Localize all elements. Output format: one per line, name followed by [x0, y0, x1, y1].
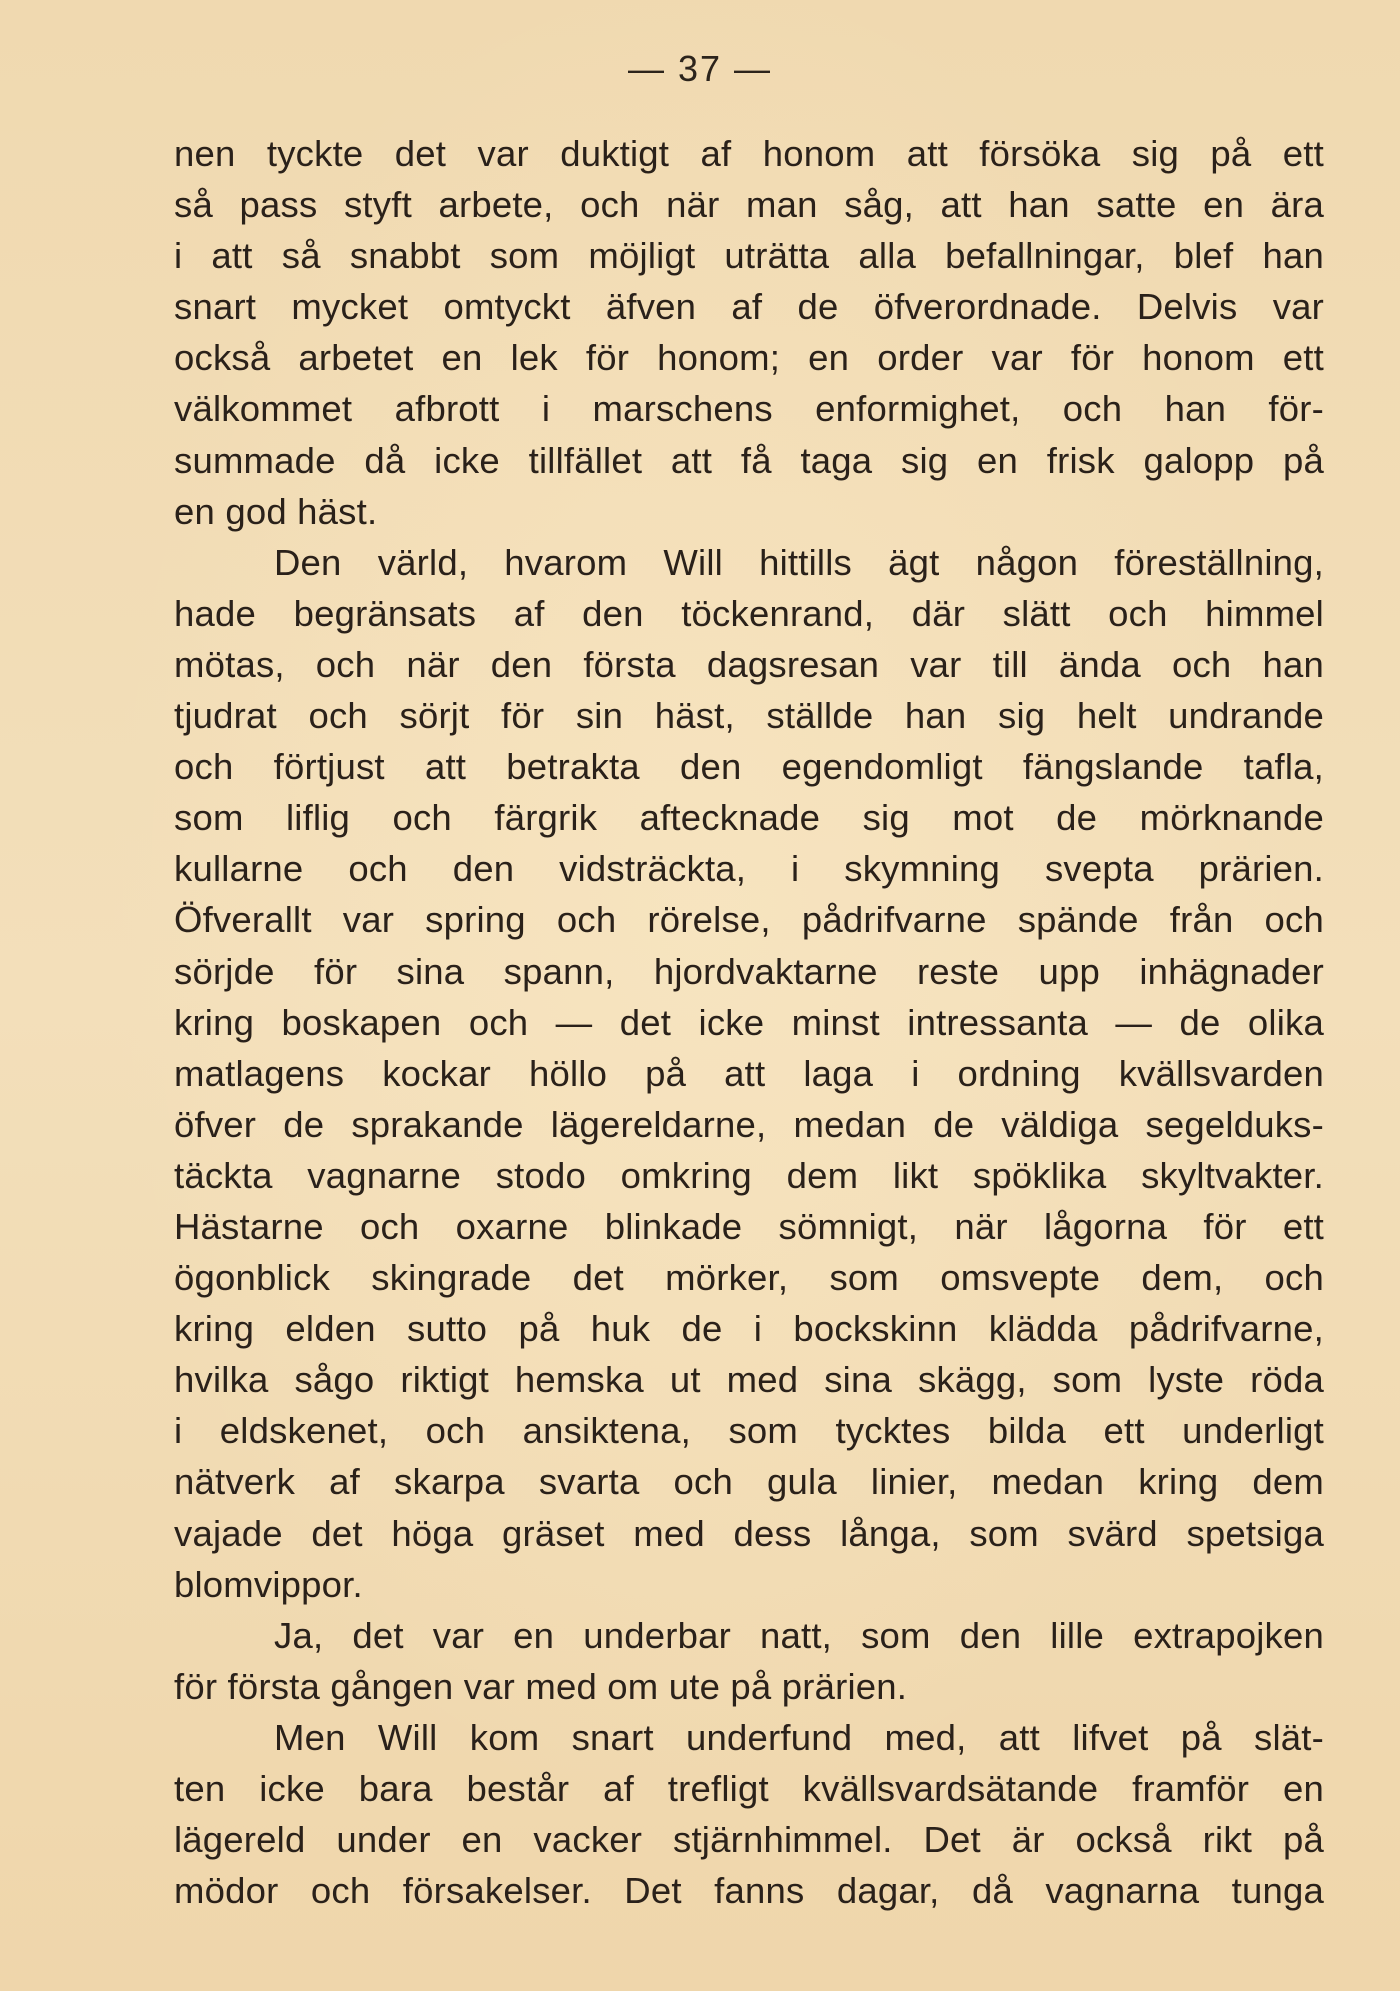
text-line: mödor och försakelser. Det fanns dagar, då vagnarna tunga — [174, 1870, 1324, 1912]
text-line: i eldskenet, och ansiktena, som tycktes bilda ett underligt — [174, 1410, 1324, 1452]
text-line: för första gången var med om ute på prärien. — [174, 1665, 908, 1707]
body-text — [174, 128, 1324, 1916]
text-line: Öfverallt var spring och rörelse, pådrifvarne spände från och — [174, 899, 1324, 941]
text-line: och förtjust att betrakta den egendomligt fängslande tafla, — [174, 746, 1324, 788]
text-line: kring boskapen och — det icke minst intressanta — de olika — [174, 1001, 1324, 1043]
text-line: täckta vagnarne stodo omkring dem likt spöklika skyltvakter. — [174, 1154, 1324, 1196]
text-line: Den värld, hvarom Will hittills ägt någon föreställning, — [274, 541, 1324, 583]
text-line: Ja, det var en underbar natt, som den lille extrapojken — [274, 1614, 1324, 1656]
text-line: mötas, och när den första dagsresan var till ända och han — [174, 643, 1324, 685]
text-line: så pass styft arbete, och när man såg, att han satte en ära — [174, 184, 1324, 226]
text-line: ten icke bara består af trefligt kvällsvardsätande framför en — [174, 1768, 1324, 1809]
text-line: kring elden sutto på huk de i bockskinn klädda pådrifvarne, — [174, 1308, 1324, 1350]
text-line: kullarne och den vidsträckta, i skymning svepta prärien. — [174, 848, 1324, 890]
text-line: välkommet afbrott i marschens enformighet, och han för- — [174, 388, 1324, 430]
text-line: blomvippor. — [174, 1563, 363, 1605]
text-line: lägereld under en vacker stjärnhimmel. Det är också rikt på — [174, 1819, 1324, 1861]
text-line: också arbetet en lek för honom; en order var för honom ett — [174, 337, 1324, 379]
text-line: ögonblick skingrade det mörker, som omsvepte dem, och — [174, 1257, 1324, 1299]
text-line: summade då icke tillfället att få taga sig en frisk galopp på — [174, 439, 1324, 481]
text-line: hade begränsats af den töckenrand, där slätt och himmel — [174, 592, 1324, 634]
text-line: öfver de sprakande lägereldarne, medan de väldiga segelduks- — [174, 1103, 1324, 1145]
text-line: nen tyckte det var duktigt af honom att försöka sig på ett — [174, 133, 1324, 174]
text-line: vajade det höga gräset med dess långa, som svärd spetsiga — [174, 1512, 1324, 1554]
page-number: — 37 — — [627, 48, 773, 89]
text-line: i att så snabbt som möjligt uträtta alla befallningar, blef han — [174, 235, 1324, 277]
text-line: som liflig och färgrik aftecknade sig mot de mörknande — [174, 797, 1324, 839]
text-line: en god häst. — [174, 490, 378, 532]
text-line: hvilka sågo riktigt hemska ut med sina skägg, som lyste röda — [174, 1359, 1324, 1401]
text-line: Hästarne och oxarne blinkade sömnigt, när lågorna för ett — [174, 1205, 1324, 1247]
text-line: matlagens kockar höllo på att laga i ordning kvällsvarden — [174, 1052, 1324, 1094]
text-line: nätverk af skarpa svarta och gula linier, medan kring dem — [174, 1461, 1324, 1503]
text-line: tjudrat och sörjt för sin häst, ställde han sig helt undrande — [174, 695, 1324, 737]
text-line: Men Will kom snart underfund med, att lifvet på slät- — [274, 1716, 1324, 1758]
text-line: sörjde för sina spann, hjordvaktarne reste upp inhägnader — [174, 950, 1324, 992]
text-line: snart mycket omtyckt äfven af de öfverordnade. Delvis var — [174, 286, 1324, 328]
